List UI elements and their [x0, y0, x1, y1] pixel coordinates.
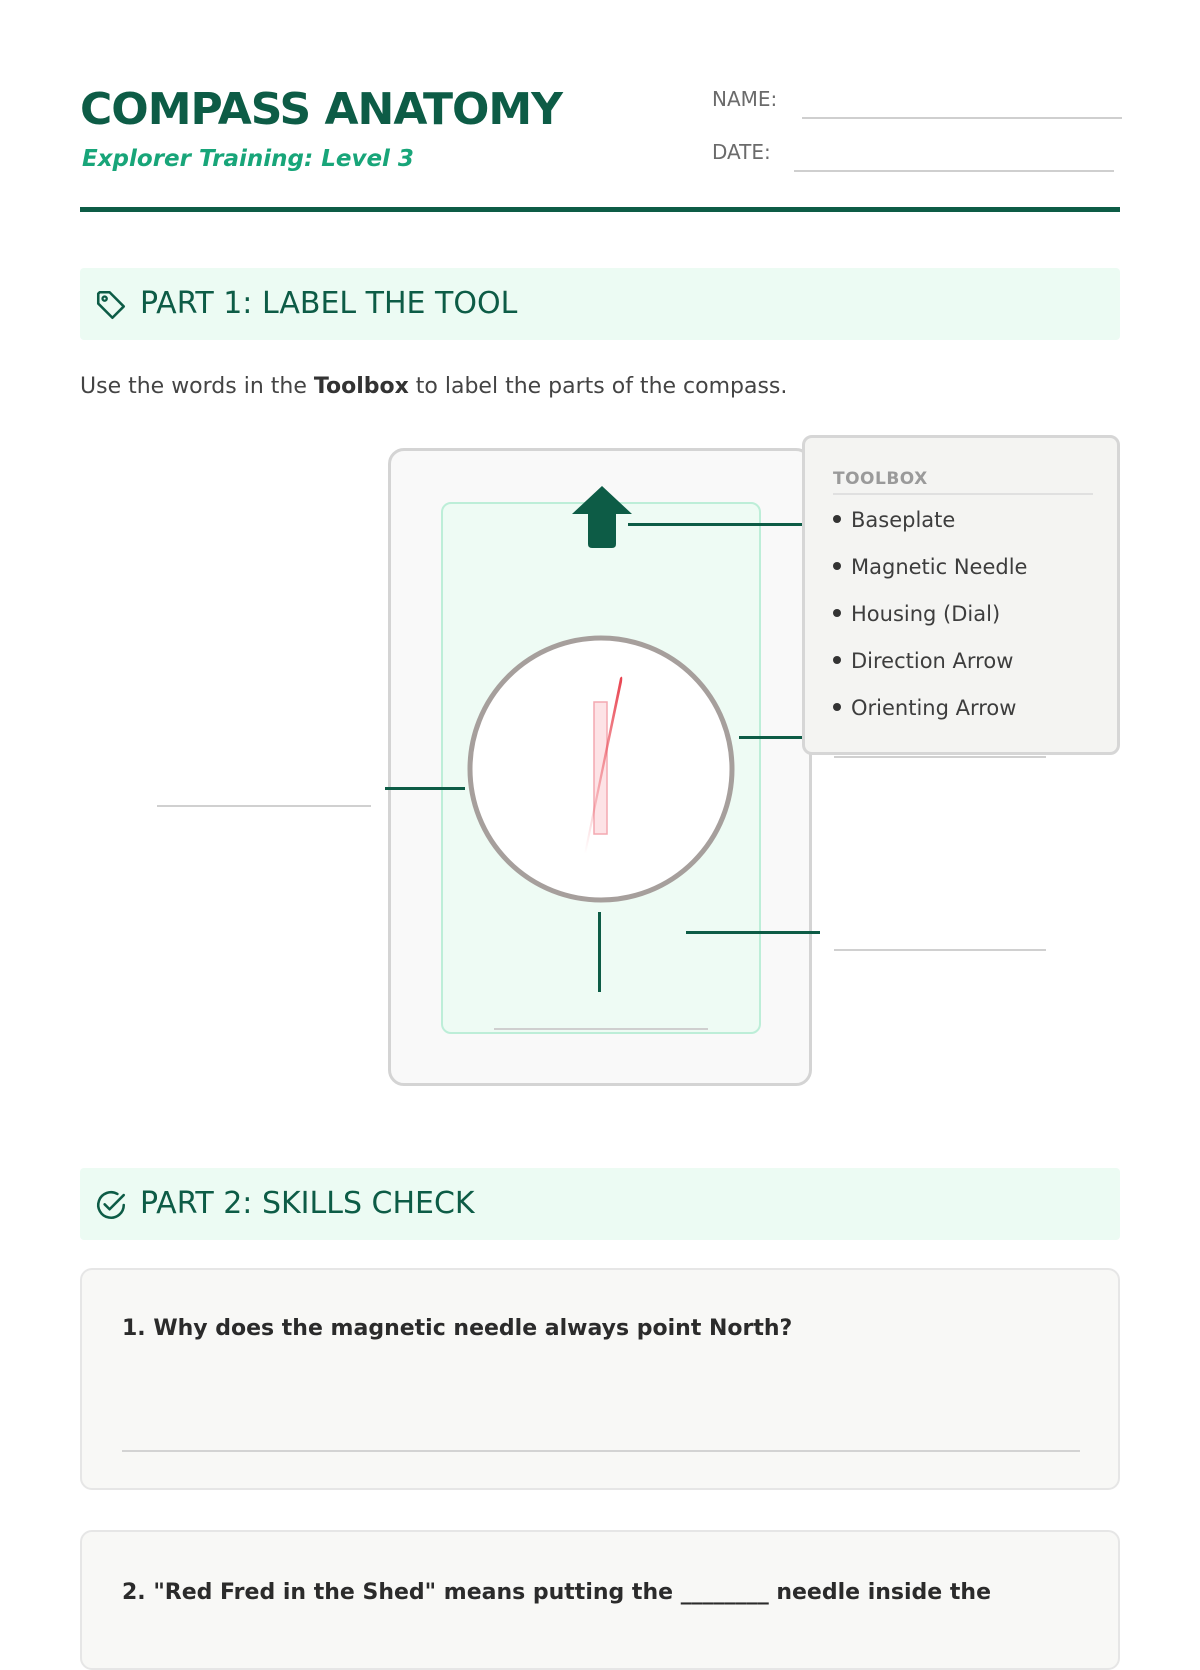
compass-housing	[466, 634, 736, 904]
page-title: COMPASS ANATOMY	[80, 84, 563, 135]
part2-header	[80, 1168, 1120, 1240]
name-field[interactable]	[802, 117, 1122, 119]
orienting-arrow-icon	[594, 702, 607, 834]
baseplate-edge-line	[494, 1028, 708, 1030]
answer-blank-2[interactable]	[834, 756, 1046, 758]
toolbox-list	[833, 504, 1027, 739]
question-card	[80, 1268, 1120, 1490]
name-label: NAME:	[712, 87, 778, 111]
answer-blank-4[interactable]	[834, 949, 1046, 951]
toolbox-item: Magnetic Needle	[833, 551, 1027, 598]
check-circle-icon	[94, 1188, 128, 1222]
toolbox-item: Direction Arrow	[833, 645, 1027, 692]
leader-line-baseplate	[686, 931, 820, 934]
toolbox-panel	[802, 435, 1120, 755]
toolbox-title: TOOLBOX	[833, 469, 928, 489]
date-field[interactable]	[794, 170, 1114, 172]
leader-line-orienting	[598, 912, 601, 992]
toolbox-reference: Toolbox	[313, 374, 409, 399]
answer-line[interactable]	[122, 1450, 1080, 1452]
question-text: 2. "Red Fred in the Shed" means putting the ________ needle inside the	[122, 1580, 991, 1605]
toolbox-item: Baseplate	[833, 504, 1027, 551]
question-card	[80, 1530, 1120, 1670]
toolbox-item: Housing (Dial)	[833, 598, 1027, 645]
direction-arrow-icon	[570, 484, 634, 550]
page-subtitle: Explorer Training: Level 3	[82, 146, 414, 172]
part1-title: PART 1: LABEL THE TOOL	[140, 286, 518, 321]
toolbox-divider	[833, 493, 1093, 495]
part2-title: PART 2: SKILLS CHECK	[140, 1186, 475, 1221]
part1-instructions: Use the words in the Toolbox to label the parts of the compass.	[80, 374, 788, 399]
header-divider	[80, 207, 1120, 212]
part1-header	[80, 268, 1120, 340]
leader-line-needle	[385, 787, 465, 790]
answer-blank-3[interactable]	[157, 805, 371, 807]
leader-line-direction-arrow	[628, 523, 820, 526]
date-label: DATE:	[712, 140, 771, 164]
toolbox-item: Orienting Arrow	[833, 692, 1027, 739]
tag-icon	[94, 288, 128, 322]
question-text: 1. Why does the magnetic needle always point North?	[122, 1316, 793, 1341]
